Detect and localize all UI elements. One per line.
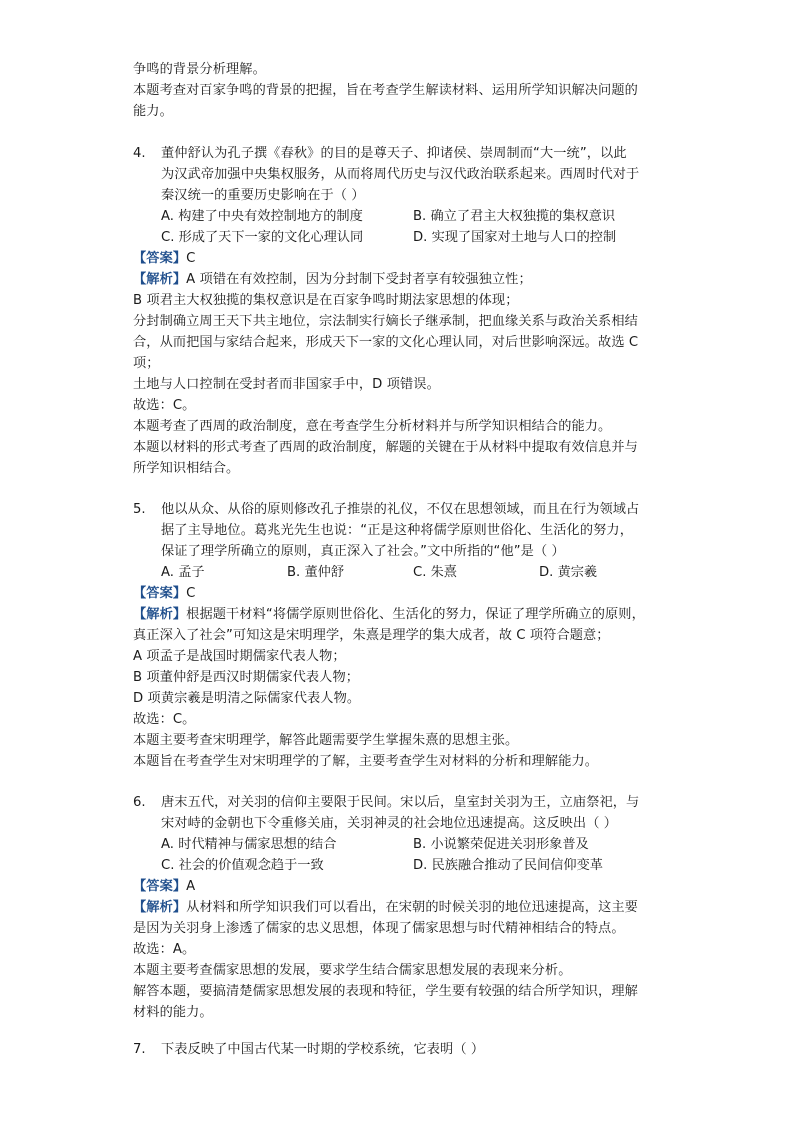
text-line: 本题考查对百家争鸣的背景的把握，旨在考查学生解读材料、运用所学知识解决问题的 xyxy=(133,83,638,98)
question-number: 7. xyxy=(133,1042,146,1057)
question-stem: 秦汉统一的重要历史影响在于（ ） xyxy=(161,188,365,203)
answer-tag: 【答案】 xyxy=(133,586,187,601)
answer-value: C xyxy=(186,251,196,266)
analysis-line: 土地与人口控制在受封者而非国家手中，D 项错误。 xyxy=(133,377,440,392)
question-stem: 董仲舒认为孔子撰《春秋》的目的是尊天子、抑诸侯、崇周制而“大一统”，以此 xyxy=(161,146,627,161)
analysis-line: 解答本题，要搞清楚儒家思想发展的表现和特征，学生要有较强的结合所学知识，理解 xyxy=(133,984,638,999)
analysis-line: 【解析】根据题干材料“将儒学原则世俗化、生活化的努力，保证了理学所确立的原则， xyxy=(133,607,645,622)
option-d: D. 黄宗羲 xyxy=(539,565,598,580)
question-stem: 宋对峙的金朝也下令重修关庙，关羽神灵的社会地位迅速提高。这反映出（ ） xyxy=(161,816,618,831)
analysis-line: 真正深入了社会”可知这是宋明理学，朱熹是理学的集大成者，故 C 项符合题意； xyxy=(133,628,610,643)
option-b: B. 确立了君主大权独揽的集权意识 xyxy=(413,209,616,224)
answer-tag: 【答案】 xyxy=(133,879,187,894)
question-number: 5. xyxy=(133,502,146,517)
analysis-line: 合，从而把国与家结合起来，形成天下一家的文化心理认同，对后世影响深远。故选 C xyxy=(133,335,639,350)
analysis-tag: 【解析】 xyxy=(133,272,187,287)
option-b: B. 董仲舒 xyxy=(287,565,345,580)
option-c: C. 形成了天下一家的文化心理认同 xyxy=(161,230,364,245)
question-stem: 据了主导地位。葛兆光先生也说：“正是这种将儒学原则世俗化、生活化的努力， xyxy=(161,523,633,538)
option-c: C. 社会的价值观念趋于一致 xyxy=(161,858,324,873)
analysis-line: B 项董仲舒是西汉时期儒家代表人物； xyxy=(133,670,360,685)
question-stem: 唐末五代，对关羽的信仰主要限于民间。宋以后，皇室封关羽为王，立庙祭祀，与 xyxy=(161,795,640,810)
analysis-line: 所学知识相结合。 xyxy=(133,461,240,476)
option-d: D. 民族融合推动了民间信仰变革 xyxy=(413,858,603,873)
analysis-line: 故选：C。 xyxy=(133,712,196,727)
analysis-line: 本题旨在考查学生对宋明理学的了解，主要考查学生对材料的分析和理解能力。 xyxy=(133,754,599,769)
answer-value: C xyxy=(186,586,196,601)
analysis-line: 本题考查了西周的政治制度，意在考查学生分析材料并与所学知识相结合的能力。 xyxy=(133,419,612,434)
answer-line xyxy=(133,248,663,269)
analysis-line: 【解析】A 项错在有效控制，因为分封制下受封者享有较强独立性； xyxy=(133,272,532,287)
text-line: 能力。 xyxy=(133,104,173,119)
answer-line xyxy=(133,583,663,604)
analysis-line: 分封制确立周王天下共主地位，宗法制实行嫡长子继承制，把血缘关系与政治关系相结 xyxy=(133,314,638,329)
answer-value: A xyxy=(186,879,196,894)
option-c: C. 朱熹 xyxy=(413,565,457,580)
analysis-line: 本题主要考查宋明理学，解答此题需要学生掌握朱熹的思想主张。 xyxy=(133,733,519,748)
analysis-line: 材料的能力。 xyxy=(133,1005,213,1020)
analysis-line: 故选：A。 xyxy=(133,942,196,957)
question-number: 4. xyxy=(133,146,146,161)
question-stem: 下表反映了中国古代某一时期的学校系统，它表明（ ） xyxy=(161,1042,485,1057)
analysis-tag: 【解析】 xyxy=(133,607,187,622)
analysis-line: A 项孟子是战国时期儒家代表人物； xyxy=(133,649,346,664)
analysis-line: 【解析】从材料和所学知识我们可以看出，在宋朝的时候关羽的地位迅速提高，这主要 xyxy=(133,900,638,915)
answer-line xyxy=(133,876,663,897)
option-a: A. 时代精神与儒家思想的结合 xyxy=(161,837,337,852)
question-stem: 保证了理学所确立的原则，真正深入了社会。”文中所指的“他”是（ ） xyxy=(161,544,565,559)
analysis-line: 本题以材料的形式考查了西周的政治制度，解题的关键在于从材料中提取有效信息并与 xyxy=(133,440,638,455)
analysis-line: D 项黄宗羲是明清之际儒家代表人物。 xyxy=(133,691,361,706)
answer-tag: 【答案】 xyxy=(133,251,187,266)
question-stem: 为汉武帝加强中央集权服务，从而将周代历史与汉代政治联系起来。西周时代对于 xyxy=(161,167,640,182)
question-stem: 他以从众、从俗的原则修改孔子推崇的礼仪，不仅在思想领域，而且在行为领域占 xyxy=(161,502,640,517)
question-number: 6. xyxy=(133,795,146,810)
option-b: B. 小说繁荣促进关羽形象普及 xyxy=(413,837,589,852)
analysis-line: B 项君主大权独揽的集权意识是在百家争鸣时期法家思想的体现； xyxy=(133,293,519,308)
analysis-line: 本题主要考查儒家思想的发展，要求学生结合儒家思想发展的表现来分析。 xyxy=(133,963,572,978)
analysis-line: 故选：C。 xyxy=(133,398,196,413)
analysis-tag: 【解析】 xyxy=(133,900,187,915)
option-d: D. 实现了国家对土地与人口的控制 xyxy=(413,230,617,245)
text-line: 争鸣的背景分析理解。 xyxy=(133,62,266,77)
analysis-line: 是因为关羽身上渗透了儒家的忠义思想，体现了儒家思想与时代精神相结合的特点。 xyxy=(133,921,625,936)
analysis-line: 项； xyxy=(133,356,160,371)
option-a: A. 孟子 xyxy=(161,565,205,580)
option-a: A. 构建了中央有效控制地方的制度 xyxy=(161,209,363,224)
